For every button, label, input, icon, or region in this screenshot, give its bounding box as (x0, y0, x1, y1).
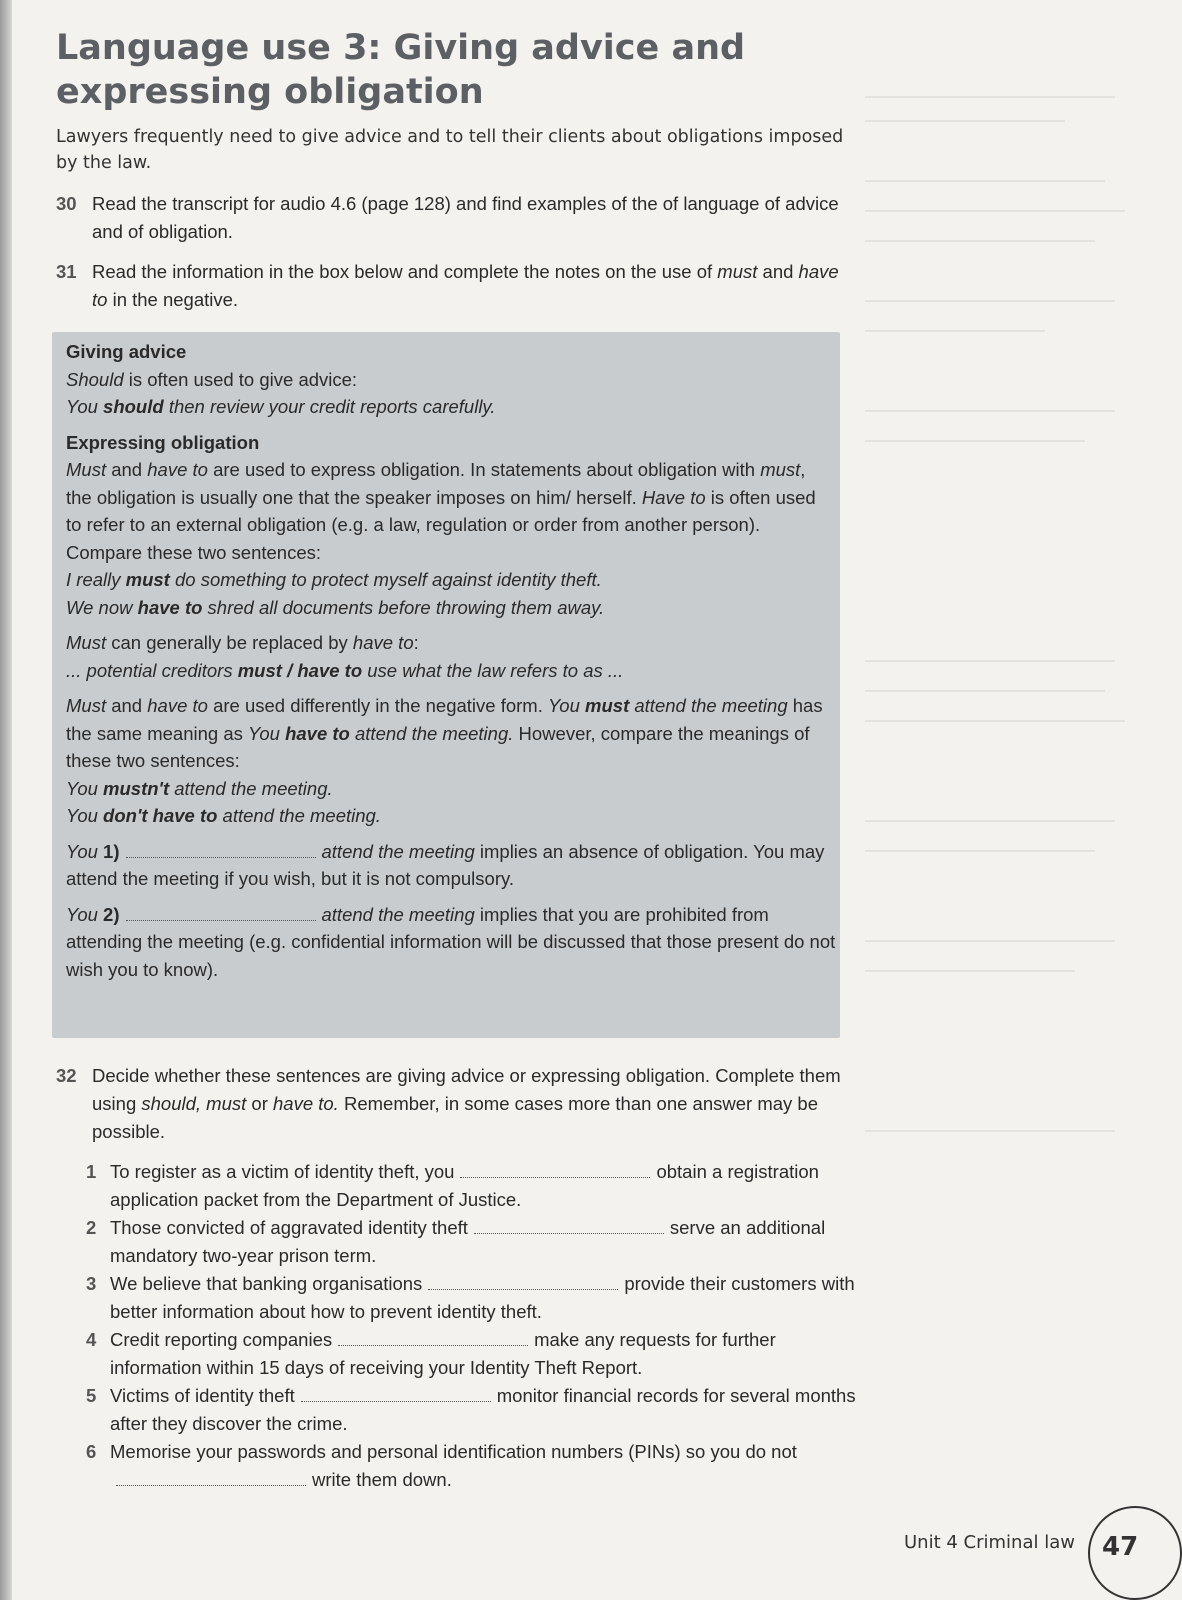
exercise-number: 32 (56, 1065, 77, 1086)
exercise-30 (56, 190, 846, 246)
negative-example-2: You don't have to attend the meeting. (66, 805, 381, 826)
section-heading-expressing-obligation: Expressing obligation (66, 431, 260, 453)
exercise-31 (56, 258, 846, 314)
answer-blank[interactable] (474, 1232, 664, 1234)
negative-example-1: You mustn't attend the meeting. (66, 777, 333, 799)
advice-example: You should then review your credit reports carefully. (66, 396, 496, 417)
gap-sentence-1: You 1) attend the meeting implies an absence of obligation. You may attend the meeting if you wish, but it is not compulsory. (66, 840, 825, 889)
replacement-rule: Must can generally be replaced by have to: (66, 632, 419, 653)
exercise-instruction: Read the transcript for audio 4.6 (page 128) and find examples of the of language of advice and of obligation. (92, 193, 839, 242)
exercise-32 (56, 1062, 846, 1146)
obligation-example-2: We now have to shred all documents before throwing them away. (66, 596, 605, 618)
section-heading-giving-advice: Giving advice (66, 341, 187, 362)
intro-paragraph: Lawyers frequently need to give advice and to tell their clients about obligations imposed by the law. (56, 127, 844, 173)
answer-blank[interactable] (301, 1400, 491, 1402)
grammar-info-box (52, 332, 840, 1038)
page-number-badge (1088, 1506, 1182, 1600)
obligation-example-1: I really must do something to protect myself against identity theft. (66, 569, 602, 590)
answer-blank[interactable] (428, 1288, 618, 1290)
list-item: 5 Victims of identity theft monitor financial records for several months after they discover the crime. (86, 1385, 856, 1434)
unit-footer: Unit 4 Criminal law (904, 1532, 1075, 1553)
exercise-instruction: Decide whether these sentences are giving advice or expressing obligation. Complete them using should, must or have to. Remember, in some cases more than one answer may be possible. (92, 1065, 841, 1142)
list-item: 1 To register as a victim of identity theft, you obtain a registration application packet from the Department of Justice. (86, 1161, 819, 1210)
list-item: 4 Credit reporting companies make any requests for further information within 15 days of receiving your Identity Theft Report. (86, 1329, 776, 1378)
answer-blank[interactable] (338, 1344, 528, 1346)
exercise-number: 31 (56, 261, 77, 282)
negative-form-rule: Must and have to are used differently in the negative form. You must attend the meeting has the same meaning as You have to attend the meeting. However, compare the meanings of these two sentences: (66, 695, 823, 771)
replacement-example: ... potential creditors must / have to use what the law refers to as ... (66, 659, 624, 681)
page-title: Language use 3: Giving advice and expressing obligation (56, 28, 746, 112)
exercise-number: 30 (56, 193, 77, 214)
exercise-instruction: Read the information in the box below and complete the notes on the use of must and have to in the negative. (92, 261, 839, 310)
answer-blank[interactable] (460, 1176, 650, 1178)
list-item: 3 We believe that banking organisations provide their customers with better information about how to prevent identity theft. (86, 1273, 855, 1322)
list-item: 6 Memorise your passwords and personal identification numbers (PINs) so you do notwrite them down. (86, 1441, 797, 1490)
advice-rule: Should is often used to give advice: (66, 368, 358, 390)
obligation-rule: Must and have to are used to express obligation. In statements about obligation with must, the obligation is usually one that the speaker imposes on him/ herself. Have to is often used to refer to an external obligation (e.g. a law, regulation or order from another person). Compare these two sentences: (66, 459, 816, 563)
gap-sentence-2: You 2) attend the meeting implies that you are prohibited from attending the meeting (e.g. confidential information will be discussed that those present do not wish you to know). (66, 903, 836, 980)
answer-blank-2[interactable] (126, 919, 316, 921)
page-number: 47 (1102, 1532, 1139, 1562)
answer-blank[interactable] (116, 1484, 306, 1486)
exercise-32-items (86, 1158, 856, 1494)
answer-blank-1[interactable] (126, 856, 316, 858)
list-item: 2 Those convicted of aggravated identity theft serve an additional mandatory two-year prison term. (86, 1217, 826, 1266)
